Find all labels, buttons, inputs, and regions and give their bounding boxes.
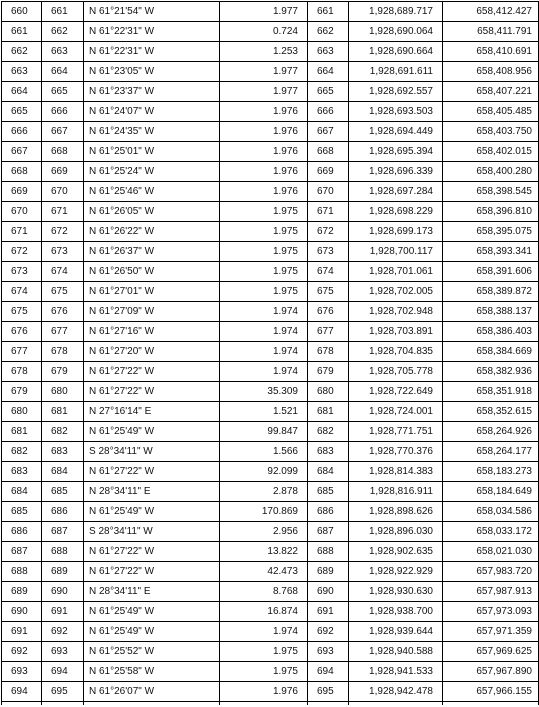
distance-cell: 1.977 [220, 82, 308, 102]
easting-cell: 657,969.625 [443, 642, 539, 662]
from-point-cell: 678 [2, 362, 42, 382]
point-number-cell: 664 [308, 62, 349, 82]
from-point-cell: 690 [2, 602, 42, 622]
northing-cell: 1,928,689.717 [349, 2, 443, 22]
from-point-cell: 661 [2, 22, 42, 42]
distance-cell: 1.976 [220, 682, 308, 702]
to-point-cell: 664 [42, 62, 84, 82]
from-point-cell: 694 [2, 682, 42, 702]
point-number-cell: 663 [308, 42, 349, 62]
distance-cell: 1.974 [220, 302, 308, 322]
point-number-cell: 689 [308, 562, 349, 582]
northing-cell: 1,928,814.383 [349, 462, 443, 482]
point-number-cell: 673 [308, 242, 349, 262]
table-row [2, 542, 539, 562]
distance-cell: 1.975 [220, 282, 308, 302]
to-point-cell: 691 [42, 602, 84, 622]
from-point-cell: 669 [2, 182, 42, 202]
northing-cell: 1,928,770.376 [349, 442, 443, 462]
table-row [2, 422, 539, 442]
easting-cell: 657,967.890 [443, 662, 539, 682]
distance-cell: 1.974 [220, 362, 308, 382]
from-point-cell: 684 [2, 482, 42, 502]
distance-cell: 1.975 [220, 242, 308, 262]
to-point-cell: 662 [42, 22, 84, 42]
easting-cell: 658,033.172 [443, 522, 539, 542]
point-number-cell: 662 [308, 22, 349, 42]
northing-cell: 1,928,690.064 [349, 22, 443, 42]
bearing-cell: N 61°26'22" W [84, 222, 220, 242]
northing-cell: 1,928,722.649 [349, 382, 443, 402]
from-point-cell: 665 [2, 102, 42, 122]
table-body [2, 2, 539, 706]
bearing-cell: N 61°22'31" W [84, 42, 220, 62]
distance-cell: 0.724 [220, 22, 308, 42]
northing-cell: 1,928,896.030 [349, 522, 443, 542]
table-row [2, 82, 539, 102]
northing-cell: 1,928,816.911 [349, 482, 443, 502]
distance-cell: 170.869 [220, 502, 308, 522]
bearing-cell: N 61°27'01" W [84, 282, 220, 302]
from-point-cell: 660 [2, 2, 42, 22]
to-point-cell: 687 [42, 522, 84, 542]
point-number-cell: 691 [308, 602, 349, 622]
northing-cell: 1,928,690.664 [349, 42, 443, 62]
from-point-cell: 671 [2, 222, 42, 242]
point-number-cell: 669 [308, 162, 349, 182]
northing-cell: 1,928,691.611 [349, 62, 443, 82]
table-row [2, 142, 539, 162]
northing-cell: 1,928,940.588 [349, 642, 443, 662]
point-number-cell: 683 [308, 442, 349, 462]
distance-cell: 1.977 [220, 2, 308, 22]
easting-cell: 658,398.545 [443, 182, 539, 202]
easting-cell: 658,382.936 [443, 362, 539, 382]
easting-cell: 658,034.586 [443, 502, 539, 522]
northing-cell: 1,928,695.394 [349, 142, 443, 162]
easting-cell: 658,407.221 [443, 82, 539, 102]
from-point-cell: 683 [2, 462, 42, 482]
empty-cell [84, 702, 220, 706]
point-number-cell: 678 [308, 342, 349, 362]
northing-cell: 1,928,930.630 [349, 582, 443, 602]
point-number-cell: 677 [308, 322, 349, 342]
point-number-cell: 694 [308, 662, 349, 682]
table-row [2, 342, 539, 362]
point-number-cell: 692 [308, 622, 349, 642]
table-row [2, 202, 539, 222]
point-number-cell: 695 [308, 682, 349, 702]
point-number-cell: 667 [308, 122, 349, 142]
from-point-cell: 675 [2, 302, 42, 322]
to-point-cell: 673 [42, 242, 84, 262]
bearing-cell: N 61°24'07" W [84, 102, 220, 122]
point-number-cell: 668 [308, 142, 349, 162]
distance-cell: 1.566 [220, 442, 308, 462]
table-row [2, 162, 539, 182]
table-row [2, 182, 539, 202]
to-point-cell: 672 [42, 222, 84, 242]
easting-cell: 658,396.810 [443, 202, 539, 222]
easting-cell: 658,408.956 [443, 62, 539, 82]
point-number-cell: 680 [308, 382, 349, 402]
to-point-cell: 670 [42, 182, 84, 202]
table-row [2, 302, 539, 322]
easting-cell: 658,411.791 [443, 22, 539, 42]
bearing-cell: N 61°27'22" W [84, 382, 220, 402]
distance-cell: 92.099 [220, 462, 308, 482]
from-point-cell: 668 [2, 162, 42, 182]
distance-cell: 8.768 [220, 582, 308, 602]
easting-cell: 658,402.015 [443, 142, 539, 162]
point-number-cell: 675 [308, 282, 349, 302]
bearing-cell: N 61°23'37" W [84, 82, 220, 102]
distance-cell: 1.977 [220, 62, 308, 82]
easting-cell: 658,184.649 [443, 482, 539, 502]
point-number-cell: 666 [308, 102, 349, 122]
northing-cell: 1,928,942.478 [349, 682, 443, 702]
table-row [2, 442, 539, 462]
to-point-cell: 665 [42, 82, 84, 102]
easting-cell: 658,388.137 [443, 302, 539, 322]
from-point-cell: 667 [2, 142, 42, 162]
bearing-cell: N 61°25'52" W [84, 642, 220, 662]
to-point-cell: 685 [42, 482, 84, 502]
from-point-cell: 687 [2, 542, 42, 562]
easting-cell: 658,264.926 [443, 422, 539, 442]
distance-cell: 2.878 [220, 482, 308, 502]
from-point-cell: 674 [2, 282, 42, 302]
point-number-cell: 665 [308, 82, 349, 102]
northing-cell: 1,928,697.284 [349, 182, 443, 202]
from-point-cell: 664 [2, 82, 42, 102]
distance-cell: 1.974 [220, 322, 308, 342]
from-point-cell: 686 [2, 522, 42, 542]
northing-cell: 1,928,699.173 [349, 222, 443, 242]
easting-cell: 658,395.075 [443, 222, 539, 242]
from-point-cell: 689 [2, 582, 42, 602]
to-point-cell: 695 [42, 682, 84, 702]
table-row [2, 22, 539, 42]
northing-cell: 1,928,702.948 [349, 302, 443, 322]
bearing-cell: N 61°27'22" W [84, 562, 220, 582]
table-row [2, 582, 539, 602]
table-row [2, 482, 539, 502]
distance-cell: 1.975 [220, 642, 308, 662]
northing-cell: 1,928,724.001 [349, 402, 443, 422]
point-number-cell: 676 [308, 302, 349, 322]
point-number-cell: 670 [308, 182, 349, 202]
point-number-cell: 690 [308, 582, 349, 602]
distance-cell: 42.473 [220, 562, 308, 582]
table-row [2, 522, 539, 542]
northing-cell: 1,928,702.005 [349, 282, 443, 302]
northing-cell: 1,928,703.891 [349, 322, 443, 342]
from-point-cell: 692 [2, 642, 42, 662]
from-point-cell: 682 [2, 442, 42, 462]
bearing-cell: N 61°26'50" W [84, 262, 220, 282]
to-point-cell: 671 [42, 202, 84, 222]
to-point-cell: 677 [42, 322, 84, 342]
empty-cell [349, 702, 443, 706]
table-row [2, 642, 539, 662]
distance-cell: 1.976 [220, 102, 308, 122]
northing-cell: 1,928,704.835 [349, 342, 443, 362]
table-row-cutoff [2, 702, 539, 706]
table-row [2, 382, 539, 402]
bearing-cell: N 61°21'54" W [84, 2, 220, 22]
to-point-cell: 666 [42, 102, 84, 122]
point-number-cell: 688 [308, 542, 349, 562]
point-number-cell: 685 [308, 482, 349, 502]
bearing-cell: N 61°26'05" W [84, 202, 220, 222]
distance-cell: 1.253 [220, 42, 308, 62]
easting-cell: 658,021.030 [443, 542, 539, 562]
from-point-cell: 677 [2, 342, 42, 362]
table-row [2, 122, 539, 142]
distance-cell: 13.822 [220, 542, 308, 562]
from-point-cell: 680 [2, 402, 42, 422]
table-row [2, 662, 539, 682]
distance-cell: 1.976 [220, 122, 308, 142]
to-point-cell: 668 [42, 142, 84, 162]
northing-cell: 1,928,771.751 [349, 422, 443, 442]
easting-cell: 658,410.691 [443, 42, 539, 62]
point-number-cell: 684 [308, 462, 349, 482]
empty-cell [42, 702, 84, 706]
point-number-cell: 672 [308, 222, 349, 242]
from-point-cell: 688 [2, 562, 42, 582]
easting-cell: 658,183.273 [443, 462, 539, 482]
easting-cell: 658,391.606 [443, 262, 539, 282]
table-row [2, 402, 539, 422]
northing-cell: 1,928,941.533 [349, 662, 443, 682]
easting-cell: 657,983.720 [443, 562, 539, 582]
northing-cell: 1,928,898.626 [349, 502, 443, 522]
bearing-cell: N 61°27'22" W [84, 462, 220, 482]
point-number-cell: 679 [308, 362, 349, 382]
distance-cell: 1.974 [220, 342, 308, 362]
easting-cell: 657,973.093 [443, 602, 539, 622]
bearing-cell: N 61°27'20" W [84, 342, 220, 362]
to-point-cell: 675 [42, 282, 84, 302]
table-row [2, 222, 539, 242]
from-point-cell: 672 [2, 242, 42, 262]
bearing-cell: N 61°26'37" W [84, 242, 220, 262]
table-row [2, 2, 539, 22]
bearing-cell: N 61°24'35" W [84, 122, 220, 142]
northing-cell: 1,928,922.929 [349, 562, 443, 582]
distance-cell: 35.309 [220, 382, 308, 402]
distance-cell: 1.975 [220, 222, 308, 242]
bearing-cell: N 61°26'07" W [84, 682, 220, 702]
bearing-cell: N 28°34'11" E [84, 582, 220, 602]
northing-cell: 1,928,938.700 [349, 602, 443, 622]
to-point-cell: 669 [42, 162, 84, 182]
northing-cell: 1,928,701.061 [349, 262, 443, 282]
northing-cell: 1,928,902.635 [349, 542, 443, 562]
distance-cell: 1.521 [220, 402, 308, 422]
to-point-cell: 686 [42, 502, 84, 522]
from-point-cell: 681 [2, 422, 42, 442]
easting-cell: 658,386.403 [443, 322, 539, 342]
table-row [2, 562, 539, 582]
easting-cell: 658,393.341 [443, 242, 539, 262]
point-number-cell: 661 [308, 2, 349, 22]
point-number-cell: 674 [308, 262, 349, 282]
table-row [2, 322, 539, 342]
easting-cell: 658,403.750 [443, 122, 539, 142]
to-point-cell: 683 [42, 442, 84, 462]
to-point-cell: 690 [42, 582, 84, 602]
easting-cell: 658,405.485 [443, 102, 539, 122]
point-number-cell: 687 [308, 522, 349, 542]
to-point-cell: 661 [42, 2, 84, 22]
table-row [2, 102, 539, 122]
easting-cell: 657,966.155 [443, 682, 539, 702]
to-point-cell: 694 [42, 662, 84, 682]
from-point-cell: 662 [2, 42, 42, 62]
bearing-cell: N 61°23'05" W [84, 62, 220, 82]
to-point-cell: 688 [42, 542, 84, 562]
distance-cell: 1.974 [220, 622, 308, 642]
bearing-cell: N 61°27'22" W [84, 362, 220, 382]
from-point-cell: 666 [2, 122, 42, 142]
point-number-cell: 682 [308, 422, 349, 442]
northing-cell: 1,928,698.229 [349, 202, 443, 222]
easting-cell: 657,987.913 [443, 582, 539, 602]
northing-cell: 1,928,693.503 [349, 102, 443, 122]
bearing-cell: N 61°27'22" W [84, 542, 220, 562]
bearing-cell: N 27°16'14" E [84, 402, 220, 422]
table-row [2, 602, 539, 622]
distance-cell: 1.976 [220, 182, 308, 202]
table-row [2, 42, 539, 62]
easting-cell: 658,412.427 [443, 2, 539, 22]
distance-cell: 1.975 [220, 202, 308, 222]
northing-cell: 1,928,692.557 [349, 82, 443, 102]
to-point-cell: 676 [42, 302, 84, 322]
easting-cell: 658,352.615 [443, 402, 539, 422]
from-point-cell: 691 [2, 622, 42, 642]
point-number-cell: 693 [308, 642, 349, 662]
from-point-cell: 679 [2, 382, 42, 402]
table-row [2, 262, 539, 282]
table-row [2, 242, 539, 262]
point-number-cell: 671 [308, 202, 349, 222]
easting-cell: 658,389.872 [443, 282, 539, 302]
easting-cell: 658,384.669 [443, 342, 539, 362]
easting-cell: 658,351.918 [443, 382, 539, 402]
northing-cell: 1,928,696.339 [349, 162, 443, 182]
easting-cell: 658,400.280 [443, 162, 539, 182]
distance-cell: 1.975 [220, 262, 308, 282]
northing-cell: 1,928,694.449 [349, 122, 443, 142]
to-point-cell: 689 [42, 562, 84, 582]
table-row [2, 502, 539, 522]
to-point-cell: 684 [42, 462, 84, 482]
empty-cell [443, 702, 539, 706]
table-row [2, 62, 539, 82]
table-row [2, 682, 539, 702]
distance-cell: 2.956 [220, 522, 308, 542]
easting-cell: 658,264.177 [443, 442, 539, 462]
northing-cell: 1,928,939.644 [349, 622, 443, 642]
distance-cell: 1.976 [220, 162, 308, 182]
bearing-cell: N 61°25'24" W [84, 162, 220, 182]
bearing-cell: S 28°34'11" W [84, 442, 220, 462]
to-point-cell: 680 [42, 382, 84, 402]
northing-cell: 1,928,705.778 [349, 362, 443, 382]
from-point-cell: 685 [2, 502, 42, 522]
from-point-cell: 663 [2, 62, 42, 82]
northing-cell: 1,928,700.117 [349, 242, 443, 262]
empty-cell [2, 702, 42, 706]
bearing-cell: S 28°34'11" W [84, 522, 220, 542]
table-row [2, 462, 539, 482]
empty-cell [308, 702, 349, 706]
bearing-cell: N 61°25'46" W [84, 182, 220, 202]
point-number-cell: 686 [308, 502, 349, 522]
from-point-cell: 670 [2, 202, 42, 222]
bearing-cell: N 61°25'49" W [84, 422, 220, 442]
distance-cell: 16.874 [220, 602, 308, 622]
to-point-cell: 663 [42, 42, 84, 62]
to-point-cell: 692 [42, 622, 84, 642]
bearing-cell: N 61°25'49" W [84, 502, 220, 522]
easting-cell: 657,971.359 [443, 622, 539, 642]
bearing-cell: N 61°25'58" W [84, 662, 220, 682]
distance-cell: 1.975 [220, 662, 308, 682]
table-row [2, 362, 539, 382]
to-point-cell: 679 [42, 362, 84, 382]
distance-cell: 99.847 [220, 422, 308, 442]
point-number-cell: 681 [308, 402, 349, 422]
survey-coordinates-table [1, 1, 539, 705]
bearing-cell: N 61°25'49" W [84, 622, 220, 642]
to-point-cell: 678 [42, 342, 84, 362]
table-row [2, 282, 539, 302]
empty-cell [220, 702, 308, 706]
bearing-cell: N 28°34'11" E [84, 482, 220, 502]
to-point-cell: 667 [42, 122, 84, 142]
bearing-cell: N 61°22'31" W [84, 22, 220, 42]
to-point-cell: 681 [42, 402, 84, 422]
to-point-cell: 682 [42, 422, 84, 442]
from-point-cell: 676 [2, 322, 42, 342]
table-row [2, 622, 539, 642]
bearing-cell: N 61°25'01" W [84, 142, 220, 162]
from-point-cell: 693 [2, 662, 42, 682]
distance-cell: 1.976 [220, 142, 308, 162]
bearing-cell: N 61°27'09" W [84, 302, 220, 322]
to-point-cell: 693 [42, 642, 84, 662]
bearing-cell: N 61°27'16" W [84, 322, 220, 342]
to-point-cell: 674 [42, 262, 84, 282]
bearing-cell: N 61°25'49" W [84, 602, 220, 622]
from-point-cell: 673 [2, 262, 42, 282]
